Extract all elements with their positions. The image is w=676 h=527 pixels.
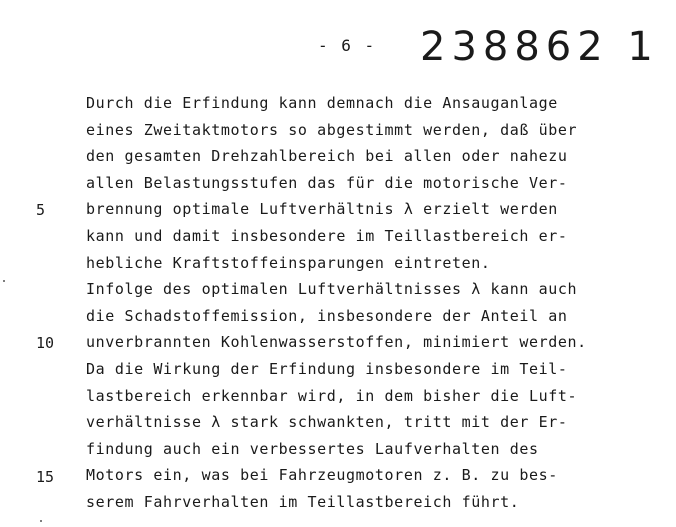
body-text bbox=[86, 90, 656, 516]
text-line: hebliche Kraftstoffeinsparungen eintreten. bbox=[86, 253, 491, 272]
document-number: 238862 1 bbox=[420, 24, 659, 70]
text-line: den gesamten Drehzahlbereich bei allen oder nahezu bbox=[86, 147, 568, 166]
text-line: unverbrannten Kohlenwasserstoffen, minimiert werden. bbox=[86, 333, 587, 352]
text-line: lastbereich erkennbar wird, in dem bisher die Luft- bbox=[86, 386, 578, 405]
text-line: eines Zweitaktmotors so abgestimmt werden, daß über bbox=[86, 120, 578, 139]
text-line: die Schadstoffemission, insbesondere der Anteil an bbox=[86, 306, 568, 325]
line-number-5: 5 bbox=[36, 201, 46, 219]
text-line: allen Belastungsstufen das für die motorische Ver- bbox=[86, 173, 568, 192]
line-number-10: 10 bbox=[36, 334, 55, 352]
scan-speck bbox=[40, 520, 42, 522]
line-number-15: 15 bbox=[36, 468, 55, 486]
text-line: kann und damit insbesondere im Teillastbereich er- bbox=[86, 226, 568, 245]
text-line: Motors ein, was bei Fahrzeugmotoren z. B. zu bes- bbox=[86, 466, 558, 485]
page-number: - 6 - bbox=[318, 36, 377, 55]
scan-speck bbox=[3, 280, 5, 282]
text-line: serem Fahrverhalten im Teillastbereich führt. bbox=[86, 492, 520, 511]
text-line: verhältnisse λ stark schwankten, tritt mit der Er- bbox=[86, 413, 568, 432]
text-line: Da die Wirkung der Erfindung insbesondere im Teil- bbox=[86, 359, 568, 378]
text-line: Durch die Erfindung kann demnach die Ansauganlage bbox=[86, 94, 558, 112]
text-line: Infolge des optimalen Luftverhältnisses λ kann auch bbox=[86, 280, 578, 299]
text-line: brennung optimale Luftverhältnis λ erzielt werden bbox=[86, 200, 558, 219]
text-line: findung auch ein verbessertes Laufverhalten des bbox=[86, 439, 539, 458]
